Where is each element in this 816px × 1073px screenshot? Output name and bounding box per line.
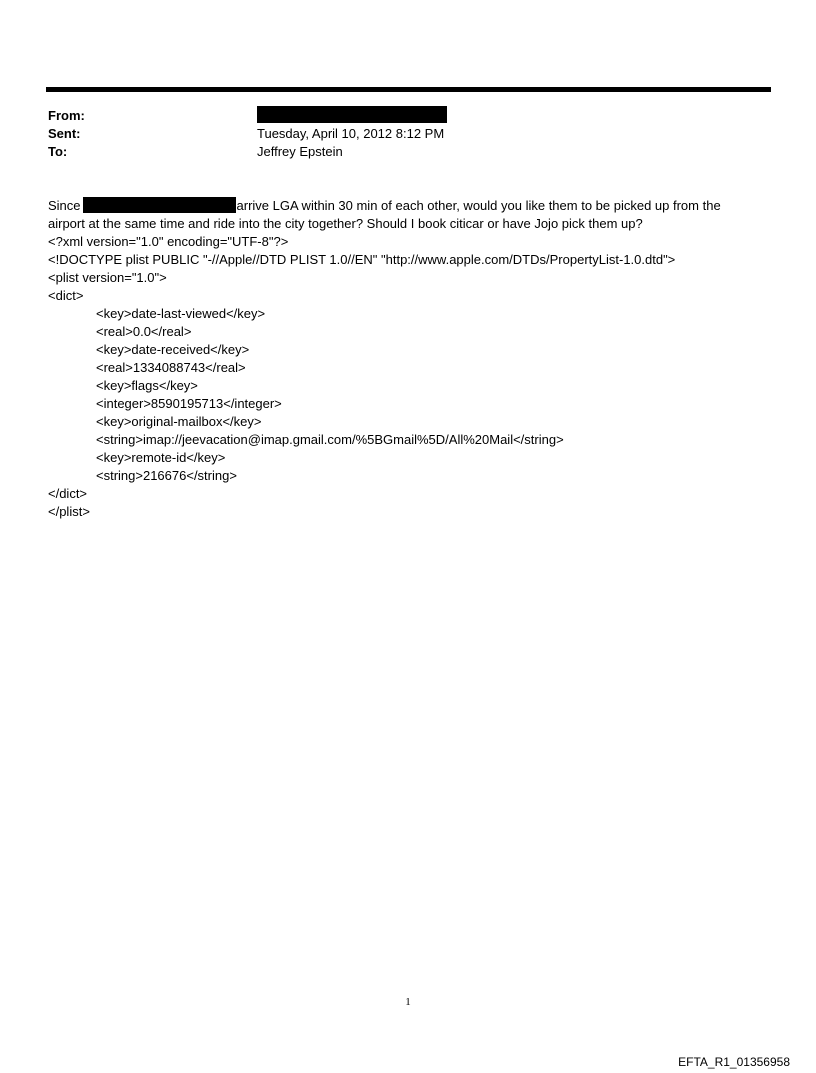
dict-open-tag: <dict>	[48, 288, 84, 303]
message-line-2: airport at the same time and ride into the city together? Should I book citicar or have Jojo pick them up?	[48, 216, 643, 231]
plist-doctype: <!DOCTYPE plist PUBLIC "-//Apple//DTD PLIST 1.0//EN" "http://www.apple.com/DTDs/PropertyList-1.0.dtd">	[48, 252, 676, 267]
sent-label: Sent:	[48, 126, 81, 141]
redaction-bar	[83, 197, 236, 213]
plist-entry: <key>remote-id</key>	[96, 450, 226, 465]
plist-entry: <key>date-received</key>	[96, 342, 250, 357]
to-value: Jeffrey Epstein	[257, 144, 343, 159]
email-header	[48, 107, 748, 161]
plist-entry: <real>1334088743</real>	[96, 360, 246, 375]
plist-open-tag: <plist version="1.0">	[48, 270, 167, 285]
sent-value: Tuesday, April 10, 2012 8:12 PM	[257, 126, 445, 141]
plist-entry: <key>original-mailbox</key>	[96, 414, 262, 429]
plist-entry: <integer>8590195713</integer>	[96, 396, 282, 411]
plist-entry: <real>0.0</real>	[96, 324, 192, 339]
message-text-after-redaction: arrive LGA within 30 min of each other, would you like them to be picked up from the	[236, 198, 721, 213]
bates-number: EFTA_R1_01356958	[678, 1055, 790, 1069]
from-label: From:	[48, 108, 85, 123]
dict-close-tag: </dict>	[48, 486, 88, 501]
plist-close-tag: </plist>	[48, 504, 90, 519]
plist-entry: <key>date-last-viewed</key>	[96, 306, 266, 321]
message-line-1	[48, 197, 768, 215]
plist-entry: <key>flags</key>	[96, 378, 198, 393]
sent-row	[48, 125, 748, 143]
redaction-bar	[257, 106, 447, 123]
plist-xml-declaration: <?xml version="1.0" encoding="UTF-8"?>	[48, 234, 289, 249]
header-rule	[46, 87, 771, 92]
message-text-before-redaction: Since	[48, 198, 81, 213]
to-label: To:	[48, 144, 68, 159]
from-row	[48, 107, 748, 125]
plist-entry: <string>216676</string>	[96, 468, 237, 483]
from-value	[257, 107, 447, 125]
to-row	[48, 143, 748, 161]
plist-entry: <string>imap://jeevacation@imap.gmail.com/%5BGmail%5D/All%20Mail</string>	[96, 432, 564, 447]
page-number: 1	[405, 996, 411, 1008]
email-body	[48, 197, 768, 521]
